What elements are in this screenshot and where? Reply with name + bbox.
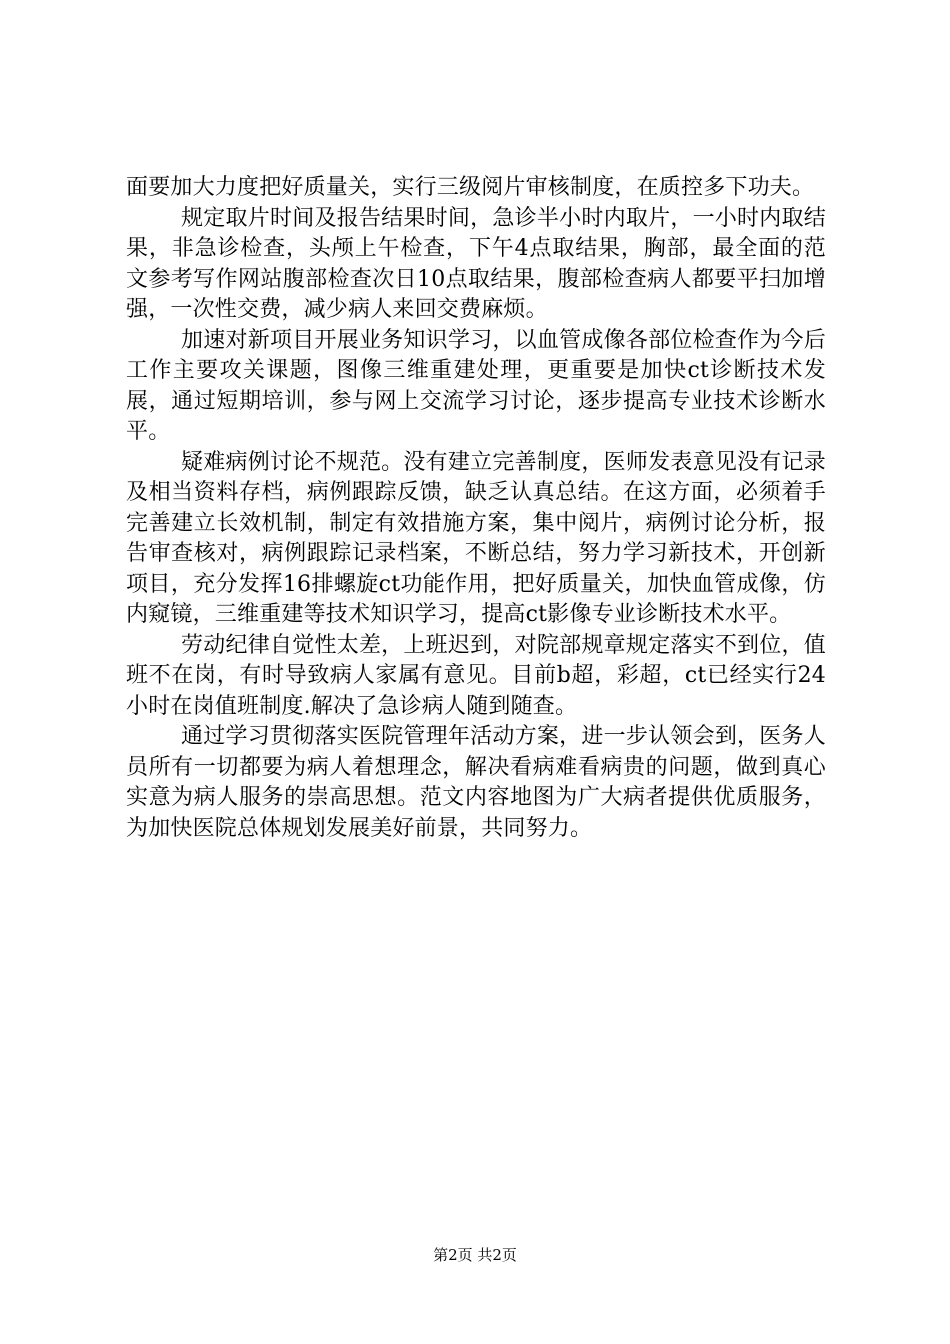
document-body [126,173,826,844]
paragraph-4: 疑难病例讨论不规范。没有建立完善制度，医师发表意见没有记录及相当资料存档，病例跟踪反馈，缺乏认真总结。在这方面，必须着手完善建立长效机制，制定有效措施方案，集中阅片，病例讨论分析，报告审查核对，病例跟踪记录档案，不断总结，努力学习新技术，开创新项目，充分发挥16排螺旋ct功能作用，把好质量关，加快血管成像，仿内窥镜，三维重建等技术知识学习，提高ct影像专业诊断技术水平。 [126,449,826,627]
paragraph-1: 面要加大力度把好质量关，实行三级阅片审核制度，在质控多下功夫。 [126,175,815,200]
paragraph-2: 规定取片时间及报告结果时间，急诊半小时内取片，一小时内取结果，非急诊检查，头颅上午检查，下午4点取结果，胸部，最全面的范文参考写作网站腹部检查次日10点取结果，腹部检查病人都要平扫加增强，一次性交费，减少病人来回交费麻烦。 [126,205,826,322]
paragraph-5: 劳动纪律自觉性太差，上班迟到，对院部规章规定落实不到位，值班不在岗，有时导致病人家属有意见。目前b超，彩超，ct已经实行24小时在岗值班制度.解决了急诊病人随到随查。 [126,632,826,719]
paragraph-6: 通过学习贯彻落实医院管理年活动方案，进一步认领会到，医务人员所有一切都要为病人着想理念，解决看病难看病贵的问题，做到真心实意为病人服务的崇高思想。范文内容地图为广大病者提供优质服务，为加快医院总体规划发展美好前景，共同努力。 [126,724,826,841]
paragraph-3: 加速对新项目开展业务知识学习，以血管成像各部位检查作为今后工作主要攻关课题，图像三维重建处理，更重要是加快ct诊断技术发展，通过短期培训，参与网上交流学习讨论，逐步提高专业技术诊断水平。 [126,327,826,444]
page-number-footer: 第2页 共2页 [433,1246,517,1264]
